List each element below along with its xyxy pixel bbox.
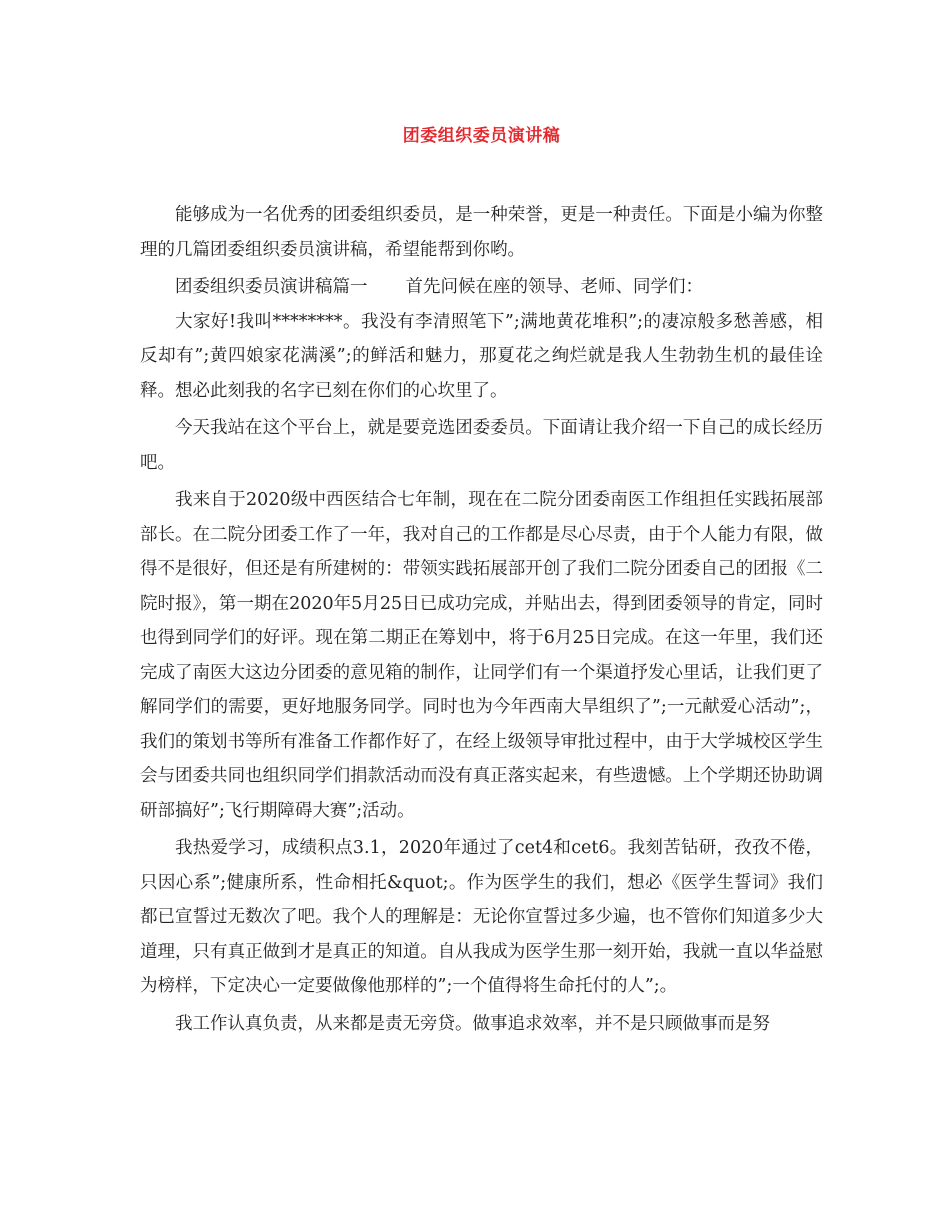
speech-heading-line [140,270,823,305]
speech-section-label: 团委组织委员演讲稿篇一 [175,277,368,297]
intro-paragraph: 能够成为一名优秀的团委组织委员，是一种荣誉，更是一种责任。下面是小编为你整理的几篇团委组织委员演讲稿，希望能帮到你哟。 [140,205,823,260]
self-intro-paragraph: 大家好!我叫********。我没有李清照笔下”;满地黄花堆积”;的凄凉般多愁善感，相反却有”;黄四娘家花满溪”;的鲜活和魅力，那夏花之绚烂就是我人生勃勃生机的最佳诠释。想必此刻我的名字已刻在你们的心坎里了。 [140,311,823,401]
experience-paragraph: 我来自于2020级中西医结合七年制，现在在二院分团委南医工作组担任实践拓展部部长。在二院分团委工作了一年，我对自己的工作都是尽心尽责，由于个人能力有限，做得不是很好，但还是有所建树的：带领实践拓展部开创了我们二院分团委自己的团报《二院时报》，第一期在2020年5月25日已成功完成，并贴出去，得到团委领导的肯定，同时也得到同学们的好评。现在第二期正在筹划中，将于6月25日完成。在这一年里，我们还完成了南医大这边分团委的意见箱的制作，让同学们有一个渠道抒发心里话，让我们更了解同学们的需要，更好地服务同学。同时也为今年西南大旱组织了”;一元献爱心活动”;，我们的策划书等所有准备工作都作好了，在经上级领导审批过程中，由于大学城校区学生会与团委共同也组织同学们捐款活动而没有真正落实起来，有些遗憾。上个学期还协助调研部搞好”;飞行期障碍大赛”;活动。 [140,490,823,821]
document-body [140,120,823,1041]
greeting-text: 首先问候在座的领导、老师、同学们： [405,277,703,297]
document-title: 团委组织委员演讲稿 [402,126,561,146]
work-paragraph: 我工作认真负责，从来都是责无旁贷。做事追求效率，并不是只顾做事而是努 [175,1013,770,1034]
platform-paragraph: 今天我站在这个平台上，就是要竞选团委委员。下面请让我介绍一下自己的成长经历吧。 [140,418,823,473]
study-paragraph: 我热爱学习，成绩积点3.1，2020年通过了cet4和cet6。我刻苦钻研，孜孜不倦，只因心系”;健康所系，性命相托&quot;。作为医学生的我们，想必《医学生誓词》我们都已宣誓过无数次了吧。我个人的理解是：无论你宣誓过多少遍，也不管你们知道多少大道理，只有真正做到才是真正的知道。自从我成为医学生那一刻开始，我就一直以华益慰为榜样，下定决心一定要做像他那样的”;一个值得将生命托付的人”;。 [140,838,823,996]
